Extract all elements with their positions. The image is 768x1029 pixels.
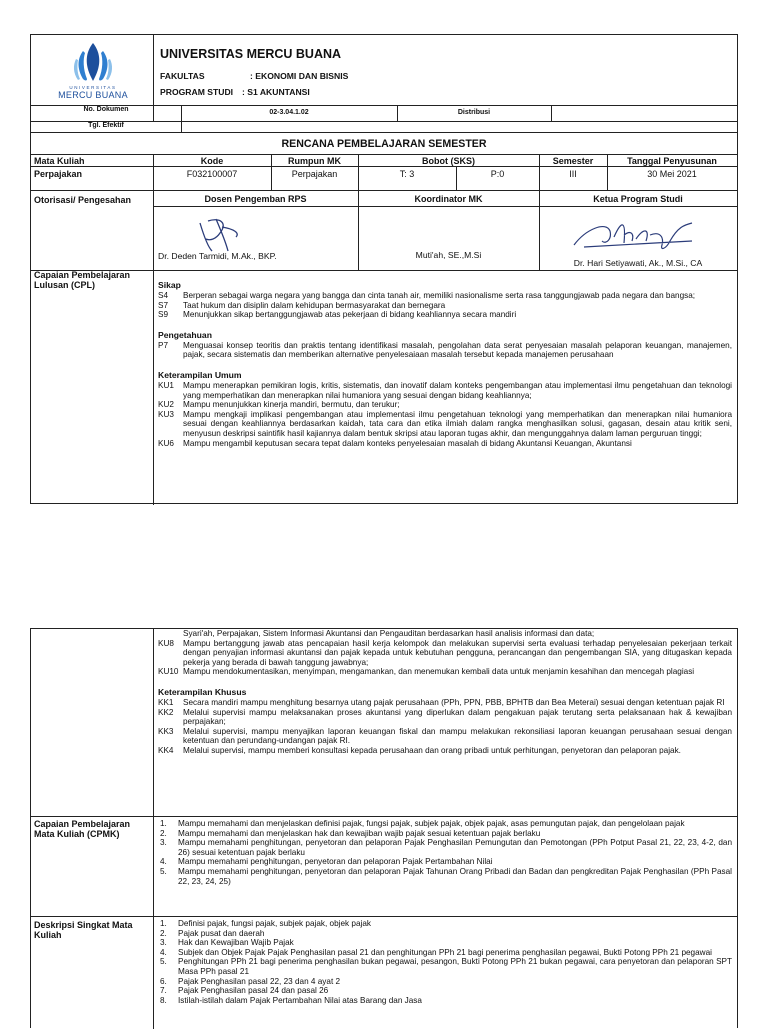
semester-label: Semester (552, 156, 594, 166)
logo-flame-icon (45, 41, 141, 85)
credit-theory: T: 3 (399, 169, 415, 179)
doc-number-label: No. Dokumen (83, 106, 129, 113)
head-label: Ketua Program Studi (593, 194, 683, 204)
code-value: F032100007 (186, 169, 238, 179)
effective-date-label: Tgl. Efektif (88, 122, 124, 129)
authorization-label: Otorisasi/ Pengesahan (34, 195, 132, 205)
description-item: 8. Istilah-istilah dalam Pajak Pertambahan Nilai atas Barang dan Jasa (160, 995, 422, 1005)
cpmk-item: 3. Mampu memahami penghitungan, penyetoran dan pelaporan Pajak Penghasilan Pemungutan dan Pemotongan (PPh Potput Pasal 21, 22, 23, 4-2, dan 26) sesuai ketentuan pajak berlaku (160, 838, 732, 857)
ku-title: Keterampilan Umum (158, 369, 242, 380)
kk-item: KK2 Melalui supervisi mampu melaksanakan proses akuntansi yang diperlukan dalam pengakuan pajak terutang serta pelaksanaan hak & kewajiban perpajakan; (158, 707, 732, 727)
cpl-continuation (158, 629, 732, 756)
developer-name: Dr. Deden Tarmidi, M.Ak., BKP. (158, 251, 277, 261)
head-signature (566, 215, 706, 255)
kk-item: KK3 Melalui supervisi, mampu menyajikan laporan keuangan fiskal dan mampu melakukan rekonsiliasi laporan keuangan perusahaan sesuai dengan ketentuan dan perundang-undangan pajak RI. (158, 726, 732, 746)
sikap-item: S7 Taat hukum dan disiplin dalam kehidupan bermasyarakat dan bernegara (158, 300, 446, 310)
rps-title: RENCANA PEMBELAJARAN SEMESTER (281, 138, 487, 150)
ku-item: KU1 Mampu menerapkan pemikiran logis, kritis, sistematis, dan inovatif dalam konteks pengembangan atau implementasi ilmu pengetahuan dan teknologi yang memperhatikan dan menerapkan nilai humaniora yang sesuai dengan bidang keahliannya; (158, 380, 732, 400)
sikap-item: S9 Menunjukkan sikap bertanggungjawab atas pekerjaan di bidang keahliannya secara mandiri (158, 310, 517, 320)
distribution-label: Distribusi (457, 109, 491, 116)
logo-text-bottom: MERCU BUANA (58, 90, 128, 100)
developer-label: Dosen Pengemban RPS (204, 194, 307, 204)
ku-item: KU8 Mampu bertanggung jawab atas pencapaian hasil kerja kelompok dan melakukan supervisi serta evaluasi terhadap penyelesaian pekerjaan terkait dengan penyajian informasi akuntansi dan pajak kepada untuk kebutuhan pengguna, perancangan dan pengembangan SIA, yang ditugaskan kepada pekerja yang berada di bawah tanggung jawabnya; (158, 638, 732, 667)
pengetahuan-title: Pengetahuan (158, 329, 212, 340)
kk-item: KK1 Secara mandiri mampu menghitung besarnya utang pajak perusahaan (PPh, PPN, PBB, BPHTB dan Bea Meterai) sesuai dengan ketentuan pajak RI (158, 697, 725, 707)
cpmk-label: Capaian Pembelajaran Mata Kuliah (CPMK) (34, 819, 131, 839)
ku-item: KU3 Mampu mengkaji implikasi pengembangan atau implementasi ilmu pengetahuan teknologi yang memperhatikan dan menerapkan nilai humaniora sesuai dengan keahliannya berdasarkan kaidah, tata cara dan etika ilmiah dalam rangka menghasilkan solusi, gagasan, desain atau kritik seni, menyusun deskripsi saintifik hasil kajiannya dalam bentuk skripsi atau laporan tugas akhir, dan mengunggahnya dalam laman perguruan tinggi; (158, 409, 732, 438)
cpmk-item: 2. Mampu memahami dan menjelaskan hak dan kewajiban wajib pajak sesuai ketentuan pajak berlaku (160, 828, 541, 838)
ku-item: KU6 Mampu mengambil keputusan secara tepat dalam konteks penyelesaian masalah di bidang Akuntansi Keuangan, Akuntansi (158, 438, 632, 448)
head-name: Dr. Hari Setiyawati, Ak., M.Si., CA (573, 258, 703, 268)
ku-item: KU10 Mampu mendokumentasikan, menyimpan, mengamankan, dan menemukan kembali data untuk menjamin kesahihan dan mencegah plagiasi (158, 667, 695, 677)
document-page-1 (30, 34, 738, 504)
faculty-label: FAKULTAS (160, 71, 205, 81)
developer-signature (186, 213, 256, 255)
coordinator-name: Muti'ah, SE.,M.Si (415, 250, 482, 260)
sikap-title: Sikap (158, 280, 181, 290)
cluster-label: Rumpun MK (288, 156, 341, 166)
description-item: 2. Pajak pusat dan daerah (160, 928, 265, 938)
ku6-continuation: Syari'ah, Perpajakan, Sistem Informasi Akuntansi dan Pengauditan berdasarkan hasil analisis informasi dan data; (183, 629, 595, 638)
cluster-value: Perpajakan (291, 169, 338, 179)
description-item: 6. Pajak Penghasilan pasal 22, 23 dan 4 ayat 2 (160, 976, 341, 986)
doc-number-value: 02-3.04.1.02 (269, 109, 309, 116)
credit-practice: P:0 (490, 169, 505, 179)
cpl-content (158, 280, 732, 505)
description-item: 4. Subjek dan Objek Pajak Pajak Penghasilan pasal 21 dan penghitungan PPh 21 bagi penerima penghasilan pegawai, Bukti Potong PPh 21 pegawai (160, 947, 712, 957)
date-label: Tanggal Penyusunan (627, 156, 717, 166)
kk-item: KK4 Melalui supervisi, mampu memberi konsultasi kepada perusahaan dan orang pribadi untuk perhitungan, penyetoran dan pelaporan pajak. (158, 745, 681, 755)
description-list (158, 919, 732, 1029)
ku-item: KU2 Mampu menunjukkan kinerja mandiri, bermutu, dan terukur; (158, 400, 400, 410)
cpmk-item: 5. Mampu memahami penghitungan, penyetoran dan pelaporan Pajak Tahunan Orang Pribadi dan Badan dan pengkreditan Pajak Penghasilan (PPh Pasal 22, 23, 24, 25) (160, 866, 732, 886)
date-value: 30 Mei 2021 (647, 169, 697, 179)
description-item: 5. Penghitungan PPh 21 bagi penerima penghasilan bukan pegawai, pesangon, Bukti Potong PPh 21 bukan pegawai, cara penyetoran dan pelaporan SPT Masa PPh pasal 21 (160, 957, 732, 976)
cpmk-item: 1. Mampu memahami dan menjelaskan definisi pajak, fungsi pajak, subjek pajak, objek pajak, asas pemungutan pajak, dan pengelolaan pajak (160, 819, 685, 828)
credit-label: Bobot (SKS) (422, 156, 475, 166)
cpl-label: Capaian Pembelajaran Lulusan (CPL) (34, 270, 131, 290)
university-logo (45, 41, 141, 101)
course-value: Perpajakan (34, 169, 83, 179)
cpmk-item: 4. Mampu memahami penghitungan, penyetoran dan pelaporan Pajak Pertambahan Nilai (160, 857, 493, 867)
description-item: 7. Pajak Penghasilan pasal 24 dan pasal 26 (160, 986, 329, 996)
description-label: Deskripsi Singkat Mata Kuliah (34, 920, 133, 940)
description-item: 1. Definisi pajak, fungsi pajak, subjek pajak, objek pajak (160, 919, 371, 928)
cpmk-list (158, 819, 732, 886)
logo-text-top: UNIVERSITAS (69, 85, 117, 90)
code-label: Kode (200, 156, 224, 166)
pengetahuan-item: P7 Menguasai konsep teoritis dan praktis tentang identifikasi masalah, pengolahan data serat penyesaian masalah pelaporan keuangan, manajemen, pajak, secara sistematis dan memberikan alternative penyelesaiaan masalah tersebut kepada manajemen perusahaan (158, 340, 732, 360)
kk-title: Keterampilan Khusus (158, 686, 247, 697)
program-value: : S1 AKUNTANSI (242, 87, 310, 97)
semester-value: III (569, 169, 577, 179)
sikap-item: S4 Berperan sebagai warga negara yang bangga dan cinta tanah air, memiliki nasionalisme serta rasa tanggungjawab pada negara dan bangsa; (158, 291, 696, 300)
coordinator-label: Koordinator MK (414, 194, 483, 204)
description-item: 3. Hak dan Kewajiban Wajib Pajak (160, 938, 294, 948)
program-label: PROGRAM STUDI (160, 87, 234, 97)
document-page-2 (30, 628, 738, 1028)
faculty-value: : EKONOMI DAN BISNIS (250, 71, 349, 81)
course-label: Mata Kuliah (34, 156, 85, 166)
university-name: UNIVERSITAS MERCU BUANA (160, 47, 342, 61)
